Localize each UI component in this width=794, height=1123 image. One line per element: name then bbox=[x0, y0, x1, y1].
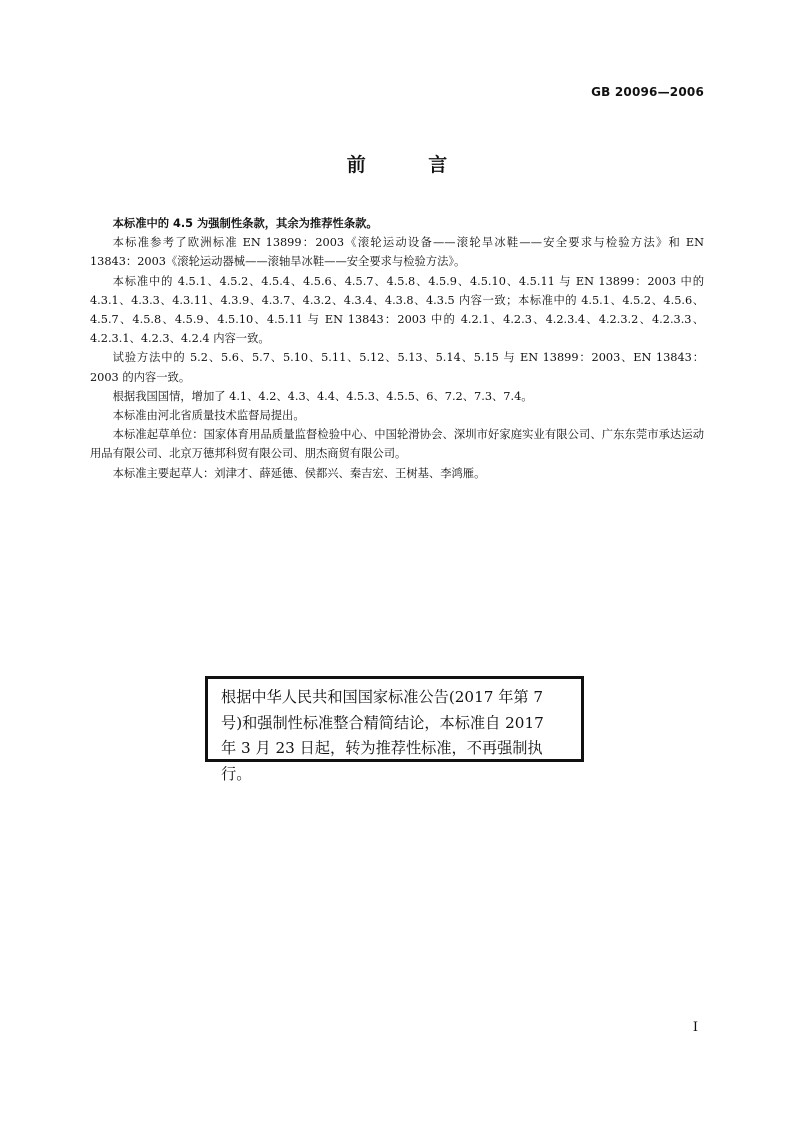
standard-code: GB 20096—2006 bbox=[591, 85, 704, 99]
drafters-paragraph: 本标准主要起草人：刘津才、薛延德、侯都兴、秦吉宏、王树基、李鸿雁。 bbox=[112, 466, 486, 480]
foreword-body bbox=[90, 214, 704, 483]
mandatory-clause-statement: 本标准中的 4.5 为强制性条款，其余为推荐性条款。 bbox=[112, 217, 378, 230]
page-title: 前 言 bbox=[346, 154, 476, 176]
test-method-paragraph: 试验方法中的 5.2、5.6、5.7、5.10、5.11、5.12、5.13、5.14、5.15 与 EN 13899：2003、EN 13843：2003 的内容一致。 bbox=[90, 351, 704, 384]
clause-correspondence-paragraph: 本标准中的 4.5.1、4.5.2、4.5.4、4.5.6、4.5.7、4.5.8、4.5.9、4.5.10、4.5.11 与 EN 13899：2003 中的 4.3.1、4.3.3、4.3.11、4.3.9、4.3.7、4.3.2、4.3.4、4.3.8、4.3.5 内容一致；本标准中的 4.5.1、4.5.2、4.5.6、4.5.7、4.5.8、4.5.9、4.5.10、4.5.11 与 EN 13843：2003 中的 4.2.1、4.2.3、4.2.3.4、4.2.3.2、4.2.3.3、4.2.3.1、4.2.3、4.2.4 内容一致。 bbox=[90, 274, 704, 346]
conversion-notice-box bbox=[205, 676, 584, 783]
notice-line: 根据中华人民共和国国家标准公告(2017 年第 7 bbox=[221, 688, 544, 706]
additions-paragraph: 根据我国国情，增加了 4.1、4.2、4.3、4.4、4.5.3、4.5.5、6、7.2、7.3、7.4。 bbox=[112, 389, 533, 403]
drafting-units-paragraph: 本标准起草单位：国家体育用品质量监督检验中心、中国轮滑协会、深圳市好家庭实业有限公司、广东东莞市承达运动用品有限公司、北京万德邦科贸有限公司、朋杰商贸有限公司。 bbox=[90, 428, 704, 461]
notice-line: 号)和强制性标准整合精简结论，本标准自 2017 bbox=[221, 713, 544, 732]
proposer-paragraph: 本标准由河北省质量技术监督局提出。 bbox=[112, 409, 305, 423]
reference-standards-paragraph: 本标准参考了欧洲标准 EN 13899：2003《滚轮运动设备——滚轮旱冰鞋——安全要求与检验方法》和 EN 13843：2003《滚轮运动器械——滚轴旱冰鞋——安全要求与检验方法》。 bbox=[90, 236, 704, 269]
page-number: I bbox=[692, 1020, 698, 1035]
notice-line: 年 3 月 23 日起，转为推荐性标准，不再强制执行。 bbox=[221, 739, 543, 783]
